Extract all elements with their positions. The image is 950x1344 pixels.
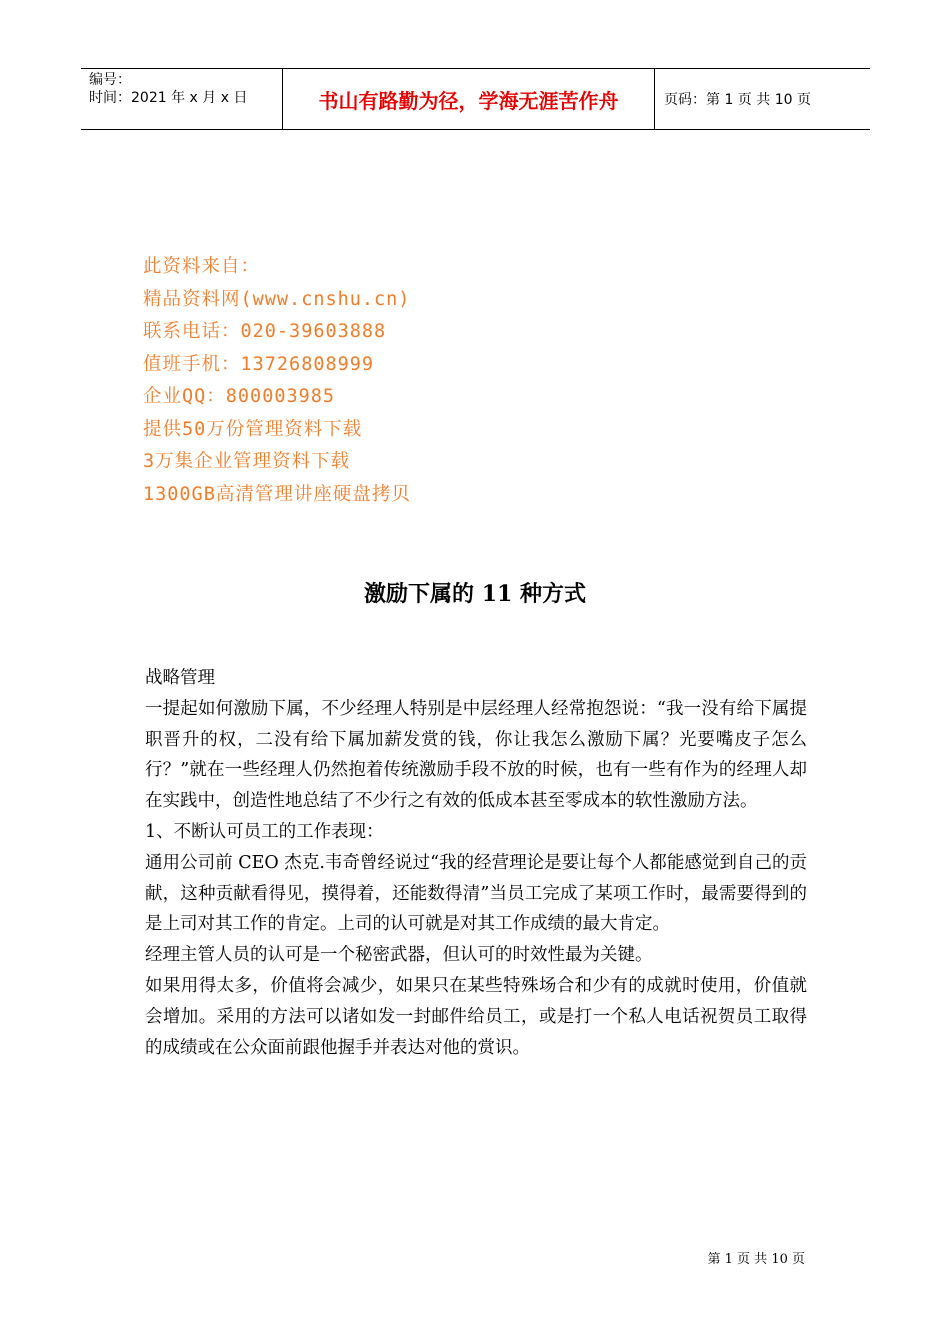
paragraph: 通用公司前 CEO 杰克.韦奇曾经说过“我的经营理论是要让每个人都能感觉到自己的贡献，这种贡献看得见，摸得着，还能数得清”当员工完成了某项工作时，最需要得到的是上司对其工作的肯定。上司的认可就是对其工作成绩的最大肯定。 — [145, 852, 807, 935]
category-label: 战略管理 — [145, 668, 215, 688]
document-number-label: 编号： — [89, 72, 131, 88]
header-meta — [81, 69, 282, 129]
header-motto: 书山有路勤为径，学海无涯苦作舟 — [282, 69, 655, 129]
paragraph: 如果用得太多，价值将会减少，如果只在某些特殊场合和少有的成就时使用，价值就会增加。采用的方法可以诸如发一封邮件给员工，或是打一个私人电话祝贺员工取得的成绩或在公众面前跟他握手并表达对他的赏识。 — [145, 975, 807, 1058]
source-line: 3万集企业管理资料下载 — [143, 451, 351, 472]
document-date: 时间：2021 年 x 月 x 日 — [89, 90, 248, 106]
source-line: 精品资料网(www.cnshu.cn) — [143, 288, 411, 310]
document-title: 激励下属的 11 种方式 — [364, 581, 586, 607]
source-line: 1300GB高清管理讲座硬盘拷贝 — [143, 483, 411, 505]
document-body — [145, 663, 807, 1063]
header-page-info: 页码：第 1 页 共 10 页 — [664, 92, 811, 108]
page-header — [81, 68, 870, 130]
page-footer: 第 1 页 共 10 页 — [707, 1252, 805, 1267]
source-line: 联系电话：020-39603888 — [143, 321, 387, 342]
section-heading: 1、不断认可员工的工作表现： — [145, 821, 384, 842]
source-info — [143, 251, 411, 511]
source-line: 提供50万份管理资料下载 — [143, 418, 363, 440]
source-line: 此资料来自： — [143, 256, 261, 277]
intro-paragraph: 一提起如何激励下属，不少经理人特别是中层经理人经常抱怨说：“我一没有给下属提职晋升的权，二没有给下属加薪发赏的钱，你让我怎么激励下属？光要嘴皮子怎么行？”就在一些经理人仍然抱着传统激励手段不放的时候，也有一些有作为的经理人却在实践中，创造性地总结了不少行之有效的低成本甚至零成本的软性激励方法。 — [145, 698, 807, 812]
source-line: 值班手机：13726808999 — [143, 353, 375, 375]
paragraph: 经理主管人员的认可是一个秘密武器，但认可的时效性最为关键。 — [145, 945, 653, 966]
source-line: 企业QQ：800003985 — [143, 386, 336, 407]
